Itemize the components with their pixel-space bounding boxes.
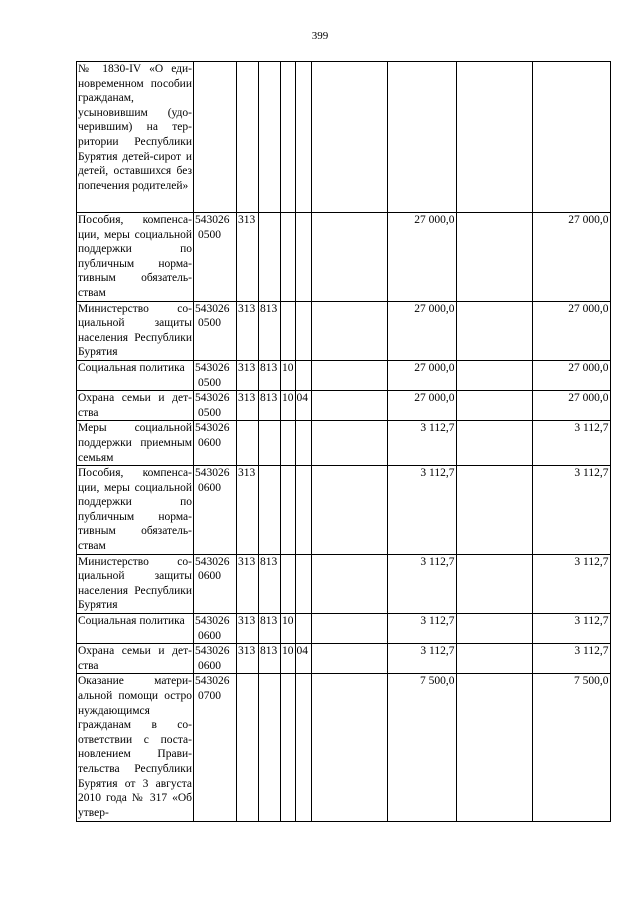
row-ministry-cell: 313 <box>237 301 259 360</box>
table-row <box>77 62 611 213</box>
row-razdel-cell <box>281 554 296 613</box>
row-section-cell <box>259 674 281 822</box>
table-row <box>77 213 611 302</box>
code-line-2: 0500 <box>198 317 221 330</box>
row-section-cell: 813 <box>259 554 281 613</box>
code-line-1: 543026 <box>195 555 230 568</box>
row-empty-cell <box>311 360 387 390</box>
row-empty-cell-2 <box>456 62 532 213</box>
row-subsection-cell <box>295 614 311 644</box>
row-ministry-cell <box>237 674 259 822</box>
row-empty-cell <box>311 62 387 213</box>
row-code-cell <box>194 466 237 555</box>
row-name-cell: Охрана семьи и детства <box>77 391 194 421</box>
row-code-cell <box>194 421 237 466</box>
row-amount-cell: 3 112,7 <box>387 554 456 613</box>
code-line-1: 543026 <box>195 392 230 405</box>
row-section-cell <box>259 62 281 213</box>
row-empty-cell-2 <box>456 213 532 302</box>
code-line-2: 0600 <box>198 436 221 449</box>
table-row <box>77 421 611 466</box>
page-number: 399 <box>311 30 329 42</box>
row-amount2-cell <box>532 62 610 213</box>
row-section-cell: 813 <box>259 391 281 421</box>
row-section-cell: 813 <box>259 360 281 390</box>
code-line-2: 0500 <box>198 406 221 419</box>
table-row <box>77 644 611 674</box>
row-empty-cell-2 <box>456 614 532 644</box>
code-line-2: 0700 <box>198 690 221 702</box>
row-ministry-cell: 313 <box>237 644 259 674</box>
table-row <box>77 554 611 613</box>
row-subsection-cell: 04 <box>295 391 311 421</box>
row-name-cell: Оказание материальной помощи остро нуждающимся гражданам в соответствии с постановлением Правительства Республики Бурятия от 3 августа 2010 года № 317 «Об утвер- <box>77 674 194 822</box>
row-razdel-cell <box>281 674 296 822</box>
row-subsection-cell <box>295 674 311 822</box>
code-line-1: 543026 <box>195 467 230 480</box>
row-ministry-cell <box>237 421 259 466</box>
row-section-cell <box>259 466 281 555</box>
row-amount2-cell: 7 500,0 <box>532 674 610 822</box>
row-code-cell <box>194 644 237 674</box>
row-subsection-cell <box>295 554 311 613</box>
row-amount2-cell: 27 000,0 <box>532 301 610 360</box>
row-amount-cell <box>387 62 456 213</box>
row-section-cell <box>259 213 281 302</box>
code-line-2: 0600 <box>198 570 221 583</box>
row-empty-cell <box>311 674 387 822</box>
row-amount2-cell: 3 112,7 <box>532 614 610 644</box>
row-razdel-cell: 10 <box>281 614 296 644</box>
table-row <box>77 614 611 644</box>
row-amount-cell: 3 112,7 <box>387 644 456 674</box>
row-subsection-cell <box>295 62 311 213</box>
row-amount-cell: 3 112,7 <box>387 421 456 466</box>
row-subsection-cell <box>295 421 311 466</box>
row-code-cell <box>194 301 237 360</box>
row-empty-cell-2 <box>456 644 532 674</box>
row-name-cell: Меры социальной поддержки приемным семьям <box>77 421 194 466</box>
row-empty-cell <box>311 644 387 674</box>
table-row <box>77 674 611 822</box>
row-code-cell <box>194 674 237 822</box>
row-code-cell <box>194 360 237 390</box>
row-amount2-cell: 27 000,0 <box>532 213 610 302</box>
table-row <box>77 301 611 360</box>
row-name-cell: Охрана семьи и детства <box>77 644 194 674</box>
row-amount-cell: 27 000,0 <box>387 213 456 302</box>
row-section-cell: 813 <box>259 614 281 644</box>
row-ministry-cell: 313 <box>237 554 259 613</box>
code-line-1: 543026 <box>195 302 230 315</box>
code-line-1: 543026 <box>195 615 230 628</box>
row-ministry-cell: 313 <box>237 213 259 302</box>
row-empty-cell <box>311 213 387 302</box>
row-razdel-cell: 10 <box>281 360 296 390</box>
row-razdel-cell: 10 <box>281 644 296 674</box>
code-line-1: 543026 <box>195 361 230 374</box>
row-empty-cell <box>311 614 387 644</box>
row-razdel-cell <box>281 301 296 360</box>
row-amount-cell: 3 112,7 <box>387 466 456 555</box>
row-subsection-cell: 04 <box>295 644 311 674</box>
table-row <box>77 391 611 421</box>
row-code-cell <box>194 213 237 302</box>
row-amount2-cell: 3 112,7 <box>532 466 610 555</box>
row-empty-cell-2 <box>456 301 532 360</box>
table-row <box>77 360 611 390</box>
row-subsection-cell <box>295 301 311 360</box>
row-empty-cell-2 <box>456 421 532 466</box>
row-razdel-cell <box>281 466 296 555</box>
code-line-2: 0500 <box>198 376 221 389</box>
row-ministry-cell: 313 <box>237 466 259 555</box>
row-razdel-cell <box>281 62 296 213</box>
code-line-1: 543026 <box>195 422 230 435</box>
code-line-1: 543026 <box>195 645 230 658</box>
row-amount-cell: 27 000,0 <box>387 391 456 421</box>
row-name-cell: Министерство социальной защиты населения Республики Бурятия <box>77 301 194 360</box>
code-line-2: 0500 <box>198 228 221 241</box>
code-line-2: 0600 <box>198 481 221 494</box>
code-line-2: 0600 <box>198 629 221 642</box>
row-name-cell: Социальная политика <box>77 614 194 644</box>
row-empty-cell <box>311 466 387 555</box>
row-empty-cell-2 <box>456 391 532 421</box>
row-ministry-cell: 313 <box>237 360 259 390</box>
row-name-cell: Пособия, компенсации, меры социальной поддержки по публичным нормативным обязательствам <box>77 213 194 302</box>
row-empty-cell <box>311 554 387 613</box>
row-empty-cell-2 <box>456 466 532 555</box>
row-empty-cell-2 <box>456 360 532 390</box>
row-subsection-cell <box>295 360 311 390</box>
budget-table <box>76 61 611 822</box>
row-empty-cell-2 <box>456 554 532 613</box>
row-code-cell <box>194 62 237 213</box>
row-amount2-cell: 27 000,0 <box>532 391 610 421</box>
row-amount2-cell: 3 112,7 <box>532 421 610 466</box>
row-razdel-cell <box>281 421 296 466</box>
row-code-cell <box>194 554 237 613</box>
row-amount2-cell: 3 112,7 <box>532 554 610 613</box>
row-amount-cell: 3 112,7 <box>387 614 456 644</box>
row-empty-cell <box>311 391 387 421</box>
row-subsection-cell <box>295 466 311 555</box>
row-razdel-cell: 10 <box>281 391 296 421</box>
row-ministry-cell: 313 <box>237 391 259 421</box>
row-ministry-cell <box>237 62 259 213</box>
row-code-cell <box>194 614 237 644</box>
row-amount-cell: 27 000,0 <box>387 301 456 360</box>
row-code-cell <box>194 391 237 421</box>
row-name-cell: Социальная политика <box>77 360 194 390</box>
row-empty-cell <box>311 301 387 360</box>
code-line-2: 0600 <box>198 659 221 672</box>
row-amount2-cell: 27 000,0 <box>532 360 610 390</box>
row-name-cell: Пособия, компенсации, меры социальной поддержки по публичным нормативным обязательствам <box>77 466 194 555</box>
row-amount-cell: 7 500,0 <box>387 674 456 822</box>
code-line-1: 543026 <box>195 675 230 688</box>
row-razdel-cell <box>281 213 296 302</box>
row-subsection-cell <box>295 213 311 302</box>
row-section-cell: 813 <box>259 644 281 674</box>
row-amount2-cell: 3 112,7 <box>532 644 610 674</box>
row-ministry-cell: 313 <box>237 614 259 644</box>
row-empty-cell <box>311 421 387 466</box>
row-section-cell <box>259 421 281 466</box>
row-name-cell: № 1830-IV «О единовременном пособии гражданам, усыновившим (удочерившим) на территории Республики Бурятия детей-сирот и детей, оставшихся без попечения родителей» <box>77 62 194 213</box>
table-row <box>77 466 611 555</box>
code-line-1: 543026 <box>195 214 230 226</box>
row-empty-cell-2 <box>456 674 532 822</box>
row-amount-cell: 27 000,0 <box>387 360 456 390</box>
row-section-cell: 813 <box>259 301 281 360</box>
row-name-cell: Министерство социальной защиты населения Республики Бурятия <box>77 554 194 613</box>
